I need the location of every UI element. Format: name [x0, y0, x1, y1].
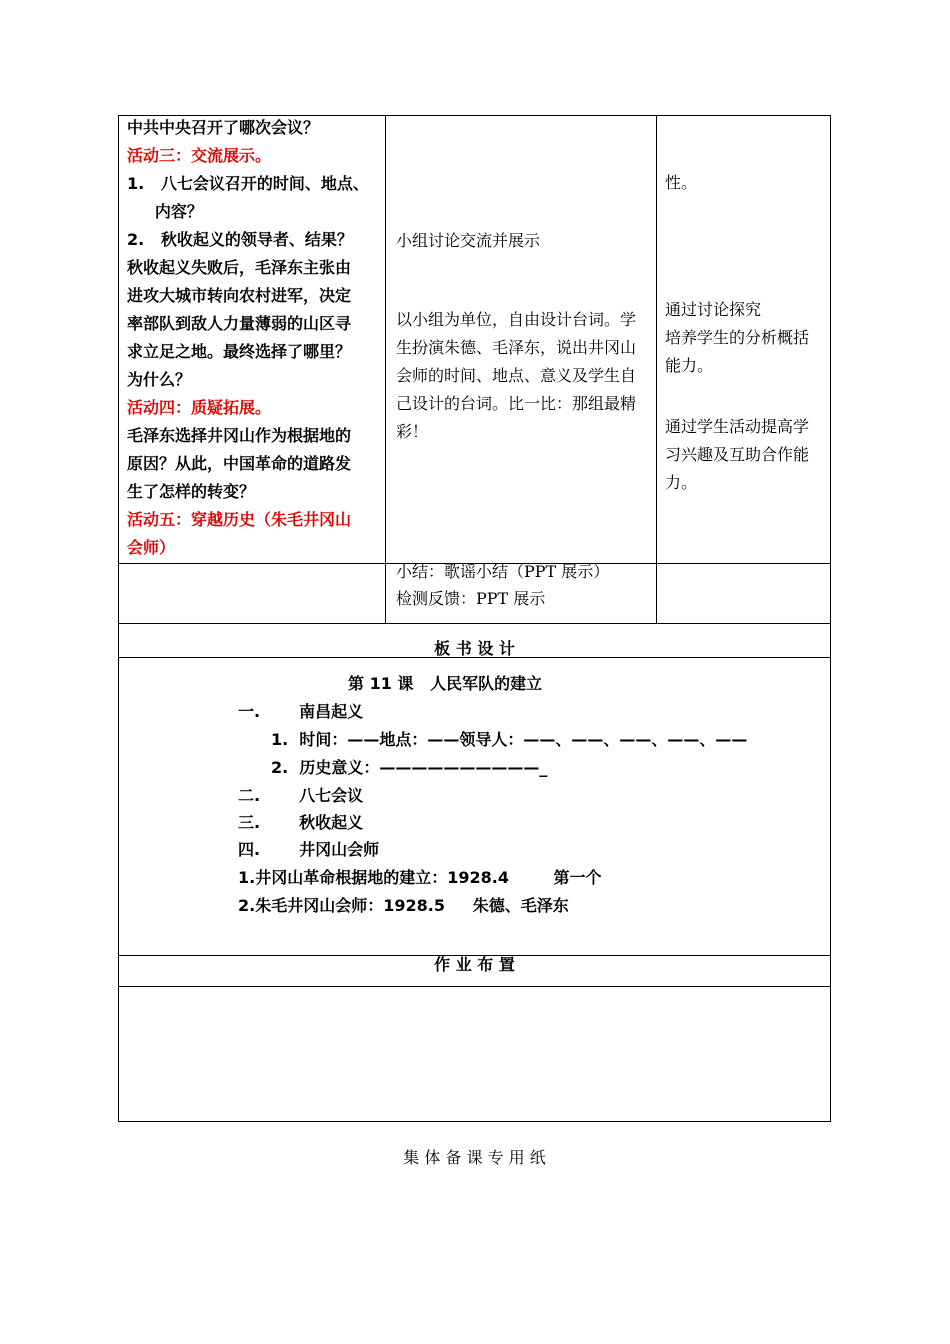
board-item: 一. 南昌起义 — [238, 702, 364, 721]
activity-heading: 会师） — [127, 538, 176, 557]
activity-line: 秋收起义失败后，毛泽东主张由 — [127, 258, 352, 277]
board-item: 2.朱毛井冈山会师：1928.5 朱德、毛泽东 — [238, 896, 569, 915]
summary-text: 小结：歌谣小结（PPT 展示） — [396, 562, 610, 581]
activity-line: 2. 秋收起义的领导者、结果？ — [127, 230, 353, 249]
activity-line: 求立足之地。最终选择了哪里？ — [127, 342, 352, 361]
roleplay-line: 己设计的台词。比一比：那组最精 — [396, 394, 637, 413]
intent-line: 习兴趣及互助合作能 — [665, 445, 810, 464]
feedback-text: 检测反馈：PPT 展示 — [396, 589, 546, 608]
homework-heading: 作 业 布 置 — [434, 955, 515, 974]
activity-line: 进攻大城市转向农村进军，决定 — [127, 286, 352, 305]
activity-line: 原因？从此，中国革命的道路发 — [127, 454, 352, 473]
homework-area — [119, 987, 830, 1121]
board-item: 二. 八七会议 — [238, 786, 364, 805]
activity-heading: 活动五：穿越历史（朱毛井冈山 — [127, 510, 352, 529]
lesson-title: 第 11 课 人民军队的建立 — [348, 674, 543, 693]
board-item: 四. 井冈山会师 — [238, 840, 380, 859]
discuss-text: 小组讨论交流并展示 — [396, 231, 541, 250]
activity-line: 内容？ — [127, 202, 203, 221]
board-item: 1.井冈山革命根据地的建立：1928.4 第一个 — [238, 868, 602, 887]
roleplay-line: 以小组为单位，自由设计台词。学 — [396, 310, 637, 329]
activity-line: 生了怎样的转变？ — [127, 482, 256, 501]
activity-heading: 活动三：交流展示。 — [127, 146, 272, 165]
intent-text: 性。 — [665, 173, 698, 192]
board-heading: 板 书 设 计 — [434, 639, 515, 658]
intent-line: 能力。 — [665, 356, 714, 375]
roleplay-line: 彩！ — [396, 422, 429, 441]
activity-line: 率部队到敌人力量薄弱的山区寻 — [127, 314, 352, 333]
column-divider-2 — [656, 115, 657, 624]
activity-line: 1. 八七会议召开的时间、地点、 — [127, 174, 369, 193]
intent-line: 力。 — [665, 473, 698, 492]
board-item: 1. 时间：——地点：——领导人：——、——、——、——、—— — [271, 730, 748, 749]
board-item: 2. 历史意义：——————————_ — [271, 758, 548, 777]
activity-heading: 活动四：质疑拓展。 — [127, 398, 272, 417]
board-item: 三. 秋收起义 — [238, 813, 364, 832]
column-divider-1 — [385, 115, 386, 624]
table-border-bottom — [118, 1121, 831, 1122]
activity-line: 中共中央召开了哪次会议？ — [127, 118, 320, 137]
intent-line: 通过学生活动提高学 — [665, 417, 810, 436]
page-footer: 集 体 备 课 专 用 纸 — [403, 1148, 546, 1167]
activity-line: 为什么？ — [127, 370, 192, 389]
activity-line: 毛泽东选择井冈山作为根据地的 — [127, 426, 352, 445]
roleplay-line: 生扮演朱德、毛泽东，说出井冈山 — [396, 338, 637, 357]
row-divider-summary — [118, 623, 831, 624]
intent-line: 培养学生的分析概括 — [665, 328, 810, 347]
intent-line: 通过讨论探究 — [665, 300, 762, 319]
roleplay-line: 会师的时间、地点、意义及学生自 — [396, 366, 637, 385]
